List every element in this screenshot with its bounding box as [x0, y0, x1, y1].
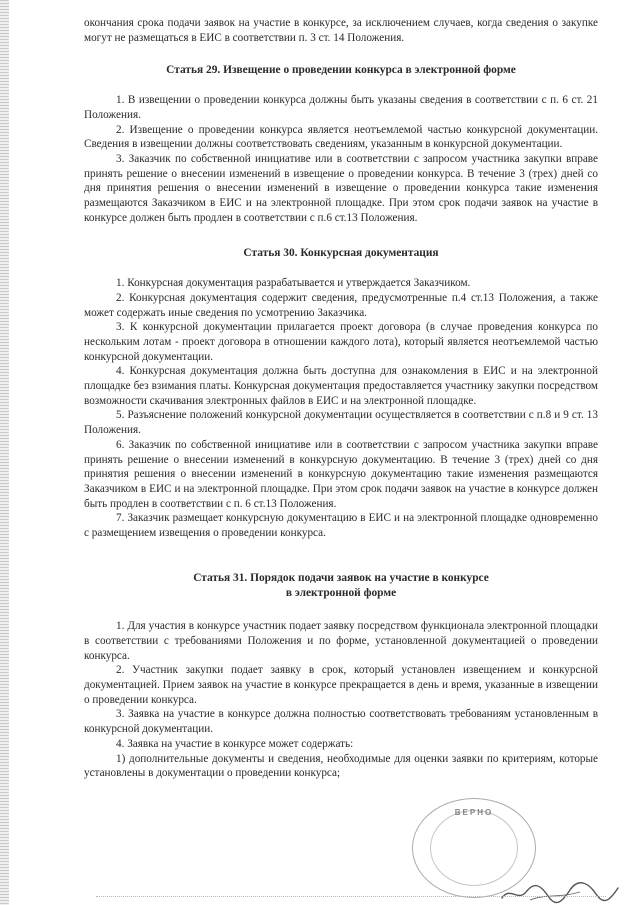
scan-edge	[0, 0, 9, 905]
article-29-paragraph: 2. Извещение о проведении конкурса является неотъемлемой частью конкурсной документации. Сведения в извещении должны соответствовать сведениям, указанным в конкурсной документации.	[84, 123, 598, 151]
article-30-paragraph: 2. Конкурсная документация содержит сведения, предусмотренные п.4 ст.13 Положения, а также может содержать иные сведения по усмотрению Заказчика.	[84, 291, 598, 319]
article-31-paragraph: 1. Для участия в конкурсе участник подает заявку посредством функционала электронной площадки в соответствии с требованиями Положения и по форме, установленной документацией о проведении конкурса.	[84, 620, 598, 662]
article-31-paragraph: 4. Заявка на участие в конкурсе может содержать:	[116, 737, 354, 750]
article-29-paragraph: 3. Заказчик по собственной инициативе или в соответствии с запросом участника закупки вправе принять решение о внесении изменений в извещение о проведении конкурса. В течение 3 (трех) дней со дня принятия решения о внесении изменений в извещение о проведении конкурса такие изменения размещаются Заказчиком в ЕИС и на электронной площадке. При этом срок подачи заявок на участие в конкурсе должен быть продлен в соответствии с п.6 ст.13 Положения.	[84, 152, 598, 224]
footer-rule	[96, 896, 606, 897]
article-30-title: Статья 30. Конкурсная документация	[243, 247, 439, 260]
top-paragraph: окончания срока подачи заявок на участие в конкурсе, за исключением случаев, когда сведения о закупке могут не размещаться в ЕИС в соответствии п. 3 ст. 14 Положения.	[84, 17, 598, 44]
article-30-paragraph: 5. Разъяснение положений конкурсной документации осуществляется в соответствии с п.8 и 9 ст. 13 Положения.	[84, 409, 598, 437]
stamp-label: ВЕРНО	[454, 808, 494, 817]
official-stamp-inner-ring	[430, 810, 518, 886]
handwritten-signature	[500, 880, 620, 904]
article-30-paragraph: 4. Конкурсная документация должна быть доступна для ознакомления в ЕИС и на электронной площадке без взимания платы. Конкурсная документация предоставляется участнику закупки посредством возможности скачивания электронных файлов в ЕИС и на электронной площадке.	[84, 365, 598, 407]
article-31-paragraph: 3. Заявка на участие в конкурсе должна полностью соответствовать требованиям установленным в конкурсной документации.	[84, 708, 598, 736]
article-30-paragraph: 6. Заказчик по собственной инициативе или в соответствии с запросом участника закупки вправе принять решение о внесении изменений в конкурсную документацию. В течение 3 (трех) дней со дня принятия решения о внесении изменений в конкурсную документацию такие изменения размещаются Заказчиком в ЕИС и на электронной площадке. При этом срок подачи заявок на участие в конкурсе должен быть продлен в соответствии с п. 6 ст.13 Положения.	[84, 438, 598, 510]
article-29-paragraph: 1. В извещении о проведении конкурса должны быть указаны сведения в соответствии с п. 6 ст. 21 Положения.	[84, 94, 598, 121]
article-31-title-line1: Статья 31. Порядок подачи заявок на участие в конкурсе	[193, 571, 489, 584]
article-30-paragraph: 1. Конкурсная документация разрабатывается и утверждается Заказчиком.	[116, 277, 471, 290]
article-29-title: Статья 29. Извещение о проведении конкурса в электронной форме	[166, 64, 516, 77]
article-30-paragraph: 7. Заказчик размещает конкурсную документацию в ЕИС и на электронной площадке одновременно с размещением извещения о проведении конкурса.	[84, 512, 598, 540]
article-31-title-line2: в электронной форме	[285, 586, 397, 599]
article-30-paragraph: 3. К конкурсной документации прилагается проект договора (в случае проведения конкурса по нескольким лотам - проект договора в отношении каждого лота), который является неотъемлемой частью конкурсной документации.	[84, 321, 598, 363]
article-31-paragraph: 1) дополнительные документы и сведения, необходимые для оценки заявки по критериям, которые установлены в документации о проведении конкурса;	[84, 752, 598, 780]
document-body	[84, 16, 598, 781]
article-31-paragraph: 2. Участник закупки подает заявку в срок, который установлен извещением и конкурсной документацией. Прием заявок на участие в конкурсе прекращается в день и время, указанные в извещении о проведении конкурса.	[84, 664, 598, 706]
